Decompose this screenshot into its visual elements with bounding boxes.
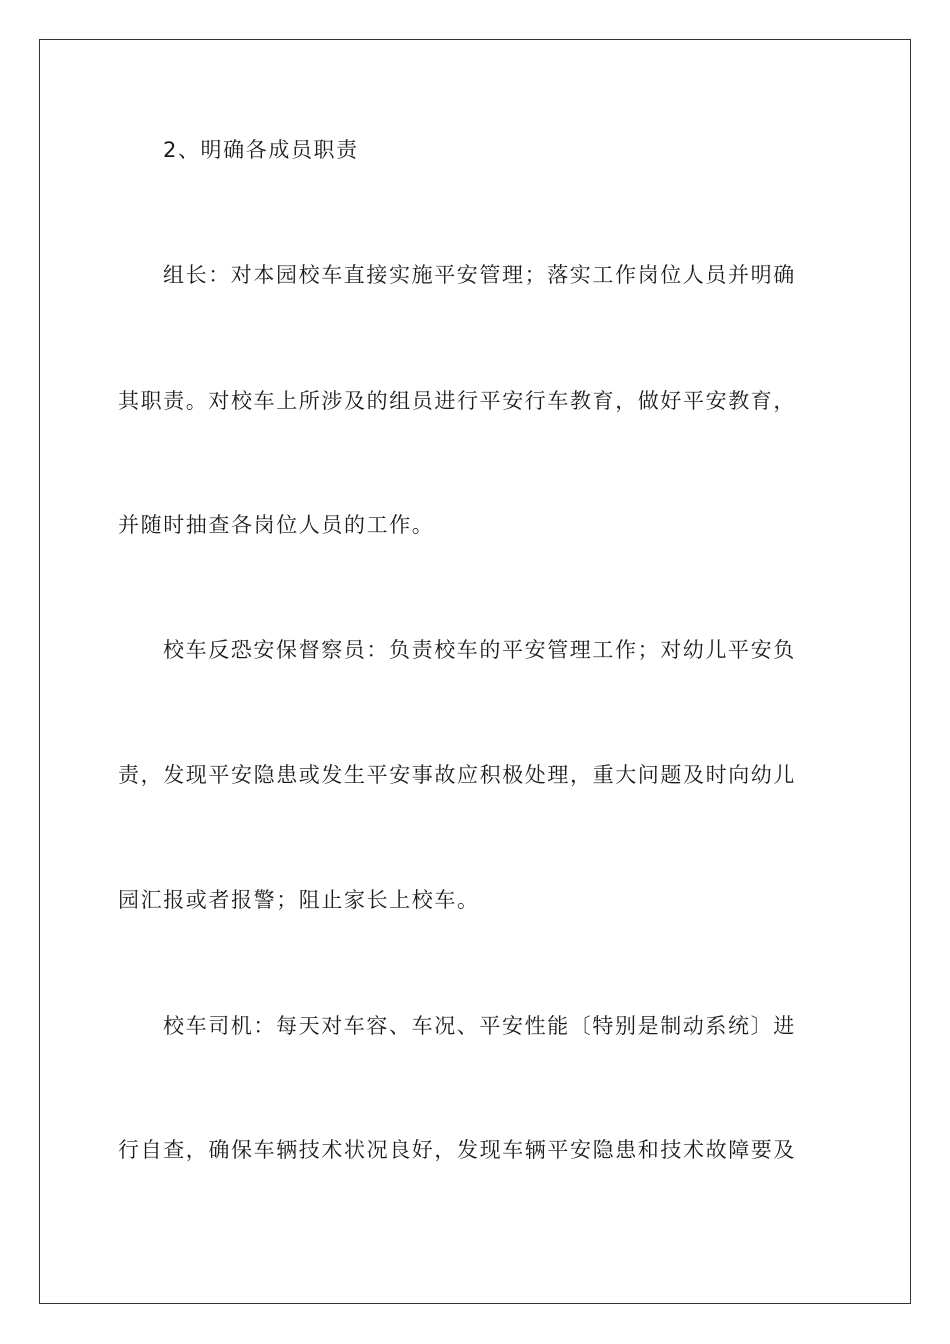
paragraph-line: 校车反恐安保督察员：负责校车的平安管理工作；对幼儿平安负 — [163, 638, 796, 662]
section-heading: 2、明确各成员职责 — [163, 138, 359, 162]
page-border — [39, 39, 911, 1304]
paragraph-line: 组长：对本园校车直接实施平安管理；落实工作岗位人员并明确 — [163, 263, 796, 287]
paragraph-line: 校车司机：每天对车容、车况、平安性能〔特别是制动系统〕进 — [163, 1014, 796, 1038]
paragraph-line: 行自查，确保车辆技术状况良好，发现车辆平安隐患和技术故障要及 — [118, 1138, 796, 1162]
paragraph-line: 园汇报或者报警；阻止家长上校车。 — [118, 888, 480, 912]
paragraph-line: 其职责。对校车上所涉及的组员进行平安行车教育，做好平安教育， — [118, 389, 796, 413]
paragraph-line: 责，发现平安隐患或发生平安事故应积极处理，重大问题及时向幼儿 — [118, 763, 796, 787]
paragraph-line: 并随时抽查各岗位人员的工作。 — [118, 513, 435, 537]
